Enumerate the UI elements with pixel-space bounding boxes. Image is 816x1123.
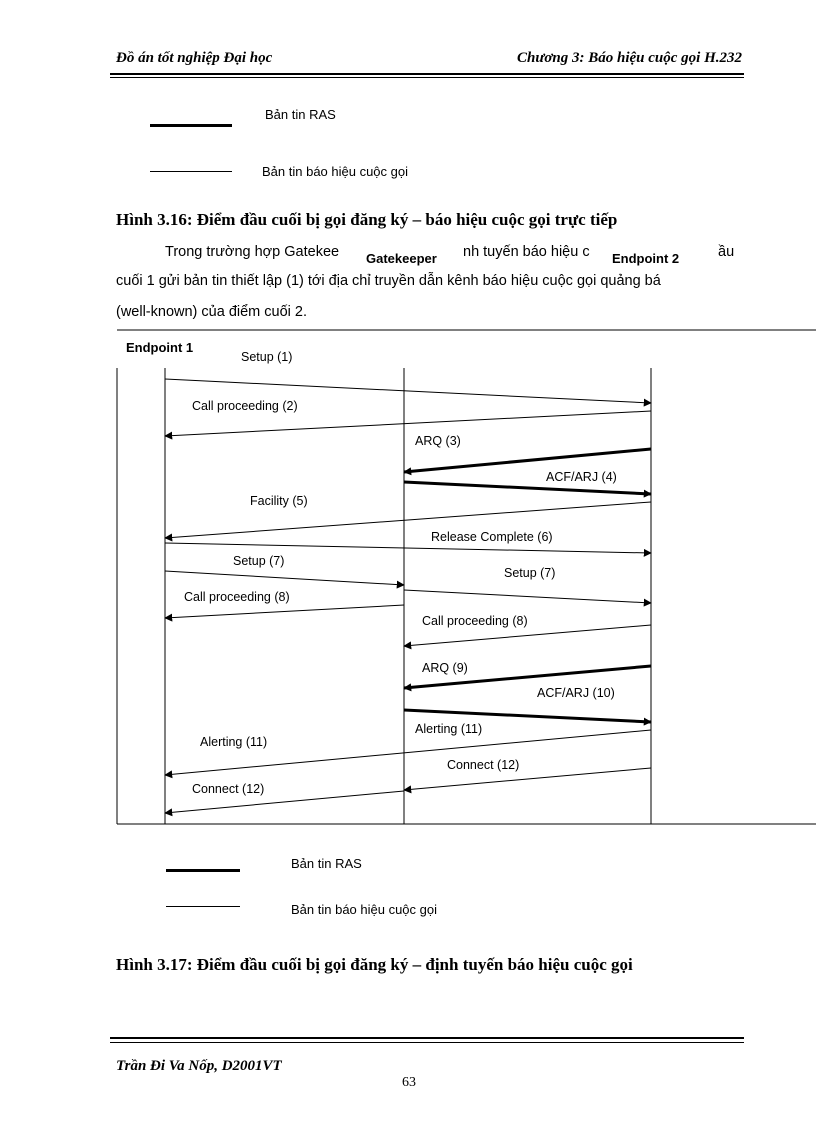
- page-number: 63: [402, 1075, 416, 1090]
- legend2-call-line: [166, 906, 240, 907]
- entity-endpoint1: Endpoint 1: [126, 340, 194, 355]
- arrow-call-proceeding-8-b: [404, 625, 651, 646]
- arrow-connect-12-a: [404, 768, 651, 790]
- msg-connect-12-b: Connect (12): [192, 782, 265, 796]
- arrow-setup-7-a: [165, 571, 404, 585]
- msg-call-proceeding-8-b: Call proceeding (8): [422, 614, 528, 628]
- msg-connect-12-a: Connect (12): [447, 758, 520, 772]
- msg-facility-5: Facility (5): [250, 494, 308, 508]
- msg-acf-arj-10: ACF/ARJ (10): [537, 686, 615, 700]
- arrow-call-proceeding-2: [165, 411, 651, 436]
- msg-arq-9: ARQ (9): [422, 661, 468, 675]
- figure-316-caption: Hình 3.16: Điểm đầu cuối bị gọi đăng ký – báo hiệu cuộc gọi trực tiếp: [116, 210, 618, 229]
- entity-gatekeeper: Gatekeeper: [366, 251, 437, 266]
- legend2-ras-label: Bản tin RAS: [291, 856, 362, 871]
- footer-rule-thin: [110, 1042, 744, 1043]
- msg-setup-1: Setup (1): [241, 350, 293, 364]
- msg-alerting-11-b: Alerting (11): [200, 735, 268, 749]
- msg-alerting-11-a: Alerting (11): [415, 722, 483, 736]
- paragraph-line2: cuối 1 gửi bản tin thiết lập (1) tới địa chỉ truyền dẫn kênh báo hiệu cuộc gọi quảng bá: [116, 273, 661, 289]
- msg-setup-7-b: Setup (7): [504, 566, 556, 580]
- msg-setup-7-a: Setup (7): [233, 554, 285, 568]
- arrow-call-proceeding-8-a: [165, 605, 404, 618]
- msg-call-proceeding-2: Call proceeding (2): [192, 399, 298, 413]
- msg-call-proceeding-8-a: Call proceeding (8): [184, 590, 290, 604]
- arrow-arq-3: [404, 449, 651, 472]
- arrow-setup-7-b: [404, 590, 651, 603]
- footer-rule: [110, 1037, 744, 1039]
- footer-author: Trần Đi Va Nốp, D2001VT: [116, 1058, 282, 1074]
- paragraph-line1-a: Trong trường hợp Gatekee: [165, 244, 340, 260]
- header-right: Chương 3: Báo hiệu cuộc gọi H.232: [517, 50, 742, 66]
- paragraph-line1-c: ầu: [718, 244, 735, 260]
- msg-acf-arj-4: ACF/ARJ (4): [546, 470, 617, 484]
- paragraph-line1-b: nh tuyến báo hiệu c: [463, 244, 590, 260]
- entity-endpoint2: Endpoint 2: [612, 251, 680, 266]
- arrow-release-complete-6: [165, 543, 651, 553]
- header-left: Đồ án tốt nghiệp Đại học: [116, 50, 273, 66]
- arrow-facility-5: [165, 502, 651, 538]
- msg-arq-3: ARQ (3): [415, 434, 461, 448]
- legend2-call-label: Bản tin báo hiệu cuộc gọi: [291, 902, 437, 917]
- legend-ras-label: Bản tin RAS: [265, 107, 336, 122]
- legend-call-label: Bản tin báo hiệu cuộc gọi: [262, 164, 408, 179]
- legend2-ras-line: [166, 869, 240, 872]
- msg-release-complete-6: Release Complete (6): [431, 530, 553, 544]
- paragraph-line3: (well-known) của điểm cuối 2.: [116, 304, 307, 320]
- figure-317-caption: Hình 3.17: Điểm đầu cuối bị gọi đăng ký – định tuyến báo hiệu cuộc gọi: [116, 955, 633, 974]
